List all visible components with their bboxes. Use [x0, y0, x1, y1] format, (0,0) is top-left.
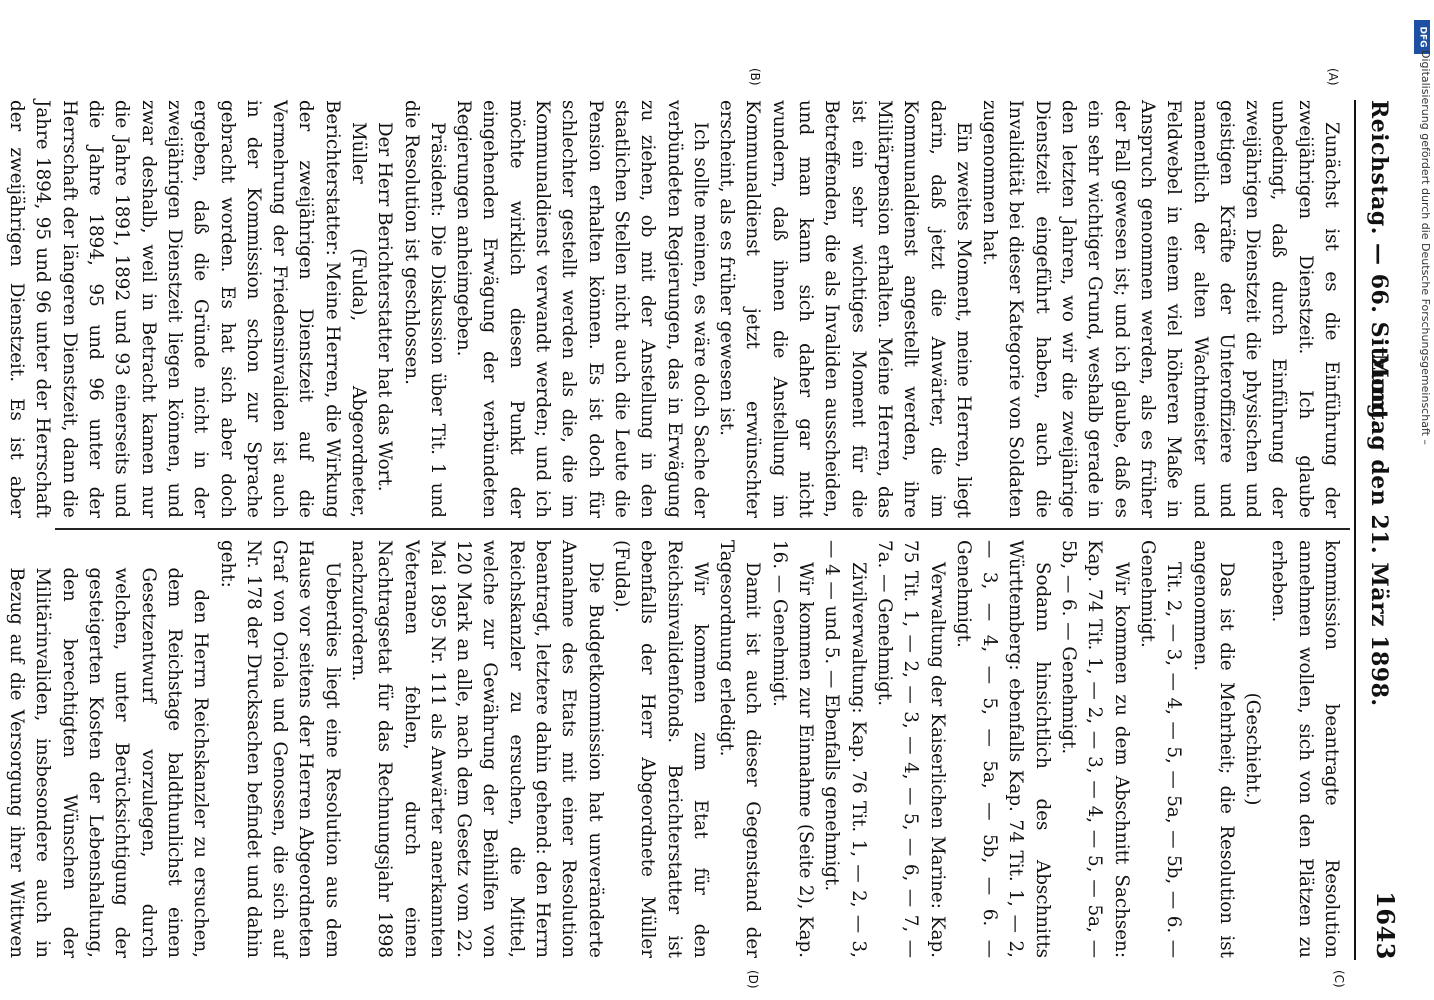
header-session: Reichstag. — 66. Sitzung.	[1366, 100, 1392, 428]
paragraph: Wir kommen zum Etat für den Reichsinvalidenfonds. Berichterstatter ist ebenfalls der Herr Abgeordnete Müller (Fulda).	[610, 540, 711, 958]
paragraph: Damit ist auch dieser Gegenstand der Tagesordnung erledigt.	[716, 540, 764, 958]
margin-marker-a: (A)	[1326, 68, 1340, 86]
dfg-logo: DFG	[1414, 20, 1430, 54]
paragraph: Tit. 2, — 3, — 4, — 5, — 5a, — 5b, — 6. — Genehmigt.	[1136, 540, 1185, 958]
paragraph: Ein zweites Moment, meine Herren, liegt darin, daß jetzt die Anwärter, die im Kommunaldienst angestellt werden, ihre Militärpension erhalten. Meine Herren, das ist ein sehr wichtiges Moment für die Betreffenden, die als Invaliden ausscheiden, und man kann sich daher gar nicht wundern, daß ihnen die Anstellung im Kommunaldienst jetzt erwünschter erscheint, als es früher gewesen ist.	[716, 100, 974, 518]
header-date: Montag den 21. März 1898.	[1366, 353, 1392, 707]
paragraph: Müller (Fulda), Abgeordneter, Berichterstatter: Meine Herren, die Wirkung der zweijährigen Dienstzeit auf die Vermehrung der Friedensinvaliden ist auch in der Kommission schon zur Sprache gebracht worden. Es hat sich aber doch ergeben, daß die Gründe nicht in der zweijährigen Dienstzeit liegen können, und zwar deshalb, weil in Betracht kamen nur die Jahre 1891, 1892 und 93 einerseits und die Jahre 1894, 95 und 96 unter der Herrschaft der längeren Dienstzeit, dann die Jahre 1894, 95 und 96 unter der Herrschaft der zweijährigen Dienstzeit. Es ist aber	[6, 100, 370, 518]
digitization-note	[1416, 10, 1432, 990]
paragraph: Das ist die Mehrheit; die Resolution ist angenommen.	[1189, 540, 1237, 958]
left-column	[6, 100, 1344, 518]
page-header	[1360, 100, 1400, 960]
paragraph: Der Herr Berichterstatter hat das Wort.	[374, 121, 396, 492]
paragraph: Zivilverwaltung: Kap. 76 Tit. 1, — 2, — 3, — 4 — und 5. — Ebenfalls genehmigt.	[821, 540, 869, 958]
paragraph: Zunächst ist es die Einführung der zweijährigen Dienstzeit. Ich glaube unbedingt, daß durch Einführung der zweijährigen Dienstzeit die physischen und geistigen Kräfte der Unteroffiziere und namentlich der alten Wachtmeister und Feldwebel in einem viel höheren Maße in Anspruch genommen werden, als es früher der Fall gewesen ist; und ich glaube, daß es ein sehr wichtiger Grund, weshalb gerade in den letzten Jahren, wo wir die zweijährige Dienstzeit eingeführt haben, auch die Invalidität bei dieser Kategorie von Soldaten zugenommen hat.	[979, 100, 1342, 518]
margin-marker-b: (B)	[748, 68, 762, 86]
paragraph: Ich sollte meinen, es wäre doch Sache der verbündeten Regierungen, das in Erwägung zu ziehen, ob mit der Anstellung in den staatlichen Stellen nicht auch die Leute die Pension erhalten können. Es ist doch für schlechter gestellt werden als die, die im Kommunaldienst verwandt werden; und ich möchte wirklich diesen Punkt der eingehenden Erwägung der verbündeten Regierungen anheimgeben.	[453, 100, 711, 518]
paragraph: Wir kommen zur Einnahme (Seite 2), Kap. 16. — Genehmigt.	[768, 540, 817, 958]
paragraph: Wir kommen zu dem Abschnitt Sachsen: Kap. 74 Tit. 1, — 2, — 3, — 4, — 5, — 5a, — 5b, — 6. — Genehmigt.	[1058, 540, 1132, 958]
right-column	[6, 540, 1344, 958]
paragraph: den Herrn Reichskanzler zu ersuchen, dem Reichstage baldthunlichst einen Gesetzentwurf vorzulegen, durch welchen, unter Berücksichtigung der gesteigerten Kosten der Lebenshaltung, den berechtigten Wünschen der Militärinvaliden, insbesondere auch in Bezug auf die Versorgung ihrer Wittwen	[6, 567, 212, 958]
paragraph: kommission beantragte Resolution annehmen wollen, sich von den Plätzen zu erheben.	[1268, 540, 1342, 958]
column-divider	[55, 528, 1350, 530]
paragraph: (Geschieht.)	[1242, 692, 1264, 806]
margin-marker-c: (C)	[1332, 970, 1346, 988]
paragraph: Sodann hinsichtlich des Abschnitts Württemberg: ebenfalls Kap. 74 Tit. 1, — 2, — 3, — 4, — 5, — 5a, — 5b, — 6. — Genehmigt.	[952, 540, 1053, 958]
digitization-note-text: Digitalisierung gefördert durch die Deutsche Forschungsgemeinschaft –	[1419, 50, 1432, 445]
paragraph: Verwaltung der Kaiserlichen Marine: Kap. 75 Tit. 1, — 2, — 3, — 4, — 5, — 6, — 7, — 7a. — Genehmigt.	[873, 540, 948, 958]
header-rule	[1354, 100, 1356, 960]
paragraph: Präsident: Die Diskussion über Tit. 1 und die Resolution ist geschlossen.	[400, 100, 448, 518]
paragraph: Ueberdies liegt eine Resolution aus dem Hause vor seitens der Herren Abgeordneten Graf von Oriola und Genossen, die sich auf Nr. 178 der Drucksachen befindet und dahin geht:	[216, 540, 343, 958]
page-number: 1643	[1371, 891, 1400, 960]
newspaper-page	[0, 60, 1400, 1000]
paragraph: Die Budgetkommission hat unveränderte Annahme des Etats mit einer Resolution beantragt, letztere dahin gehend: den Herrn Reichskanzler zu ersuchen, die Mittel, welche zur Gewährung der Beihilfen von 120 Mark an alle, nach dem Gesetz vom 22. Mai 1895 Nr. 111 als Anwärter anerkannten Veteranen fehlen, durch einen Nachtragsetat für das Rechnungsjahr 1898 nachzufordern.	[348, 540, 606, 958]
margin-marker-d: (D)	[746, 970, 760, 989]
